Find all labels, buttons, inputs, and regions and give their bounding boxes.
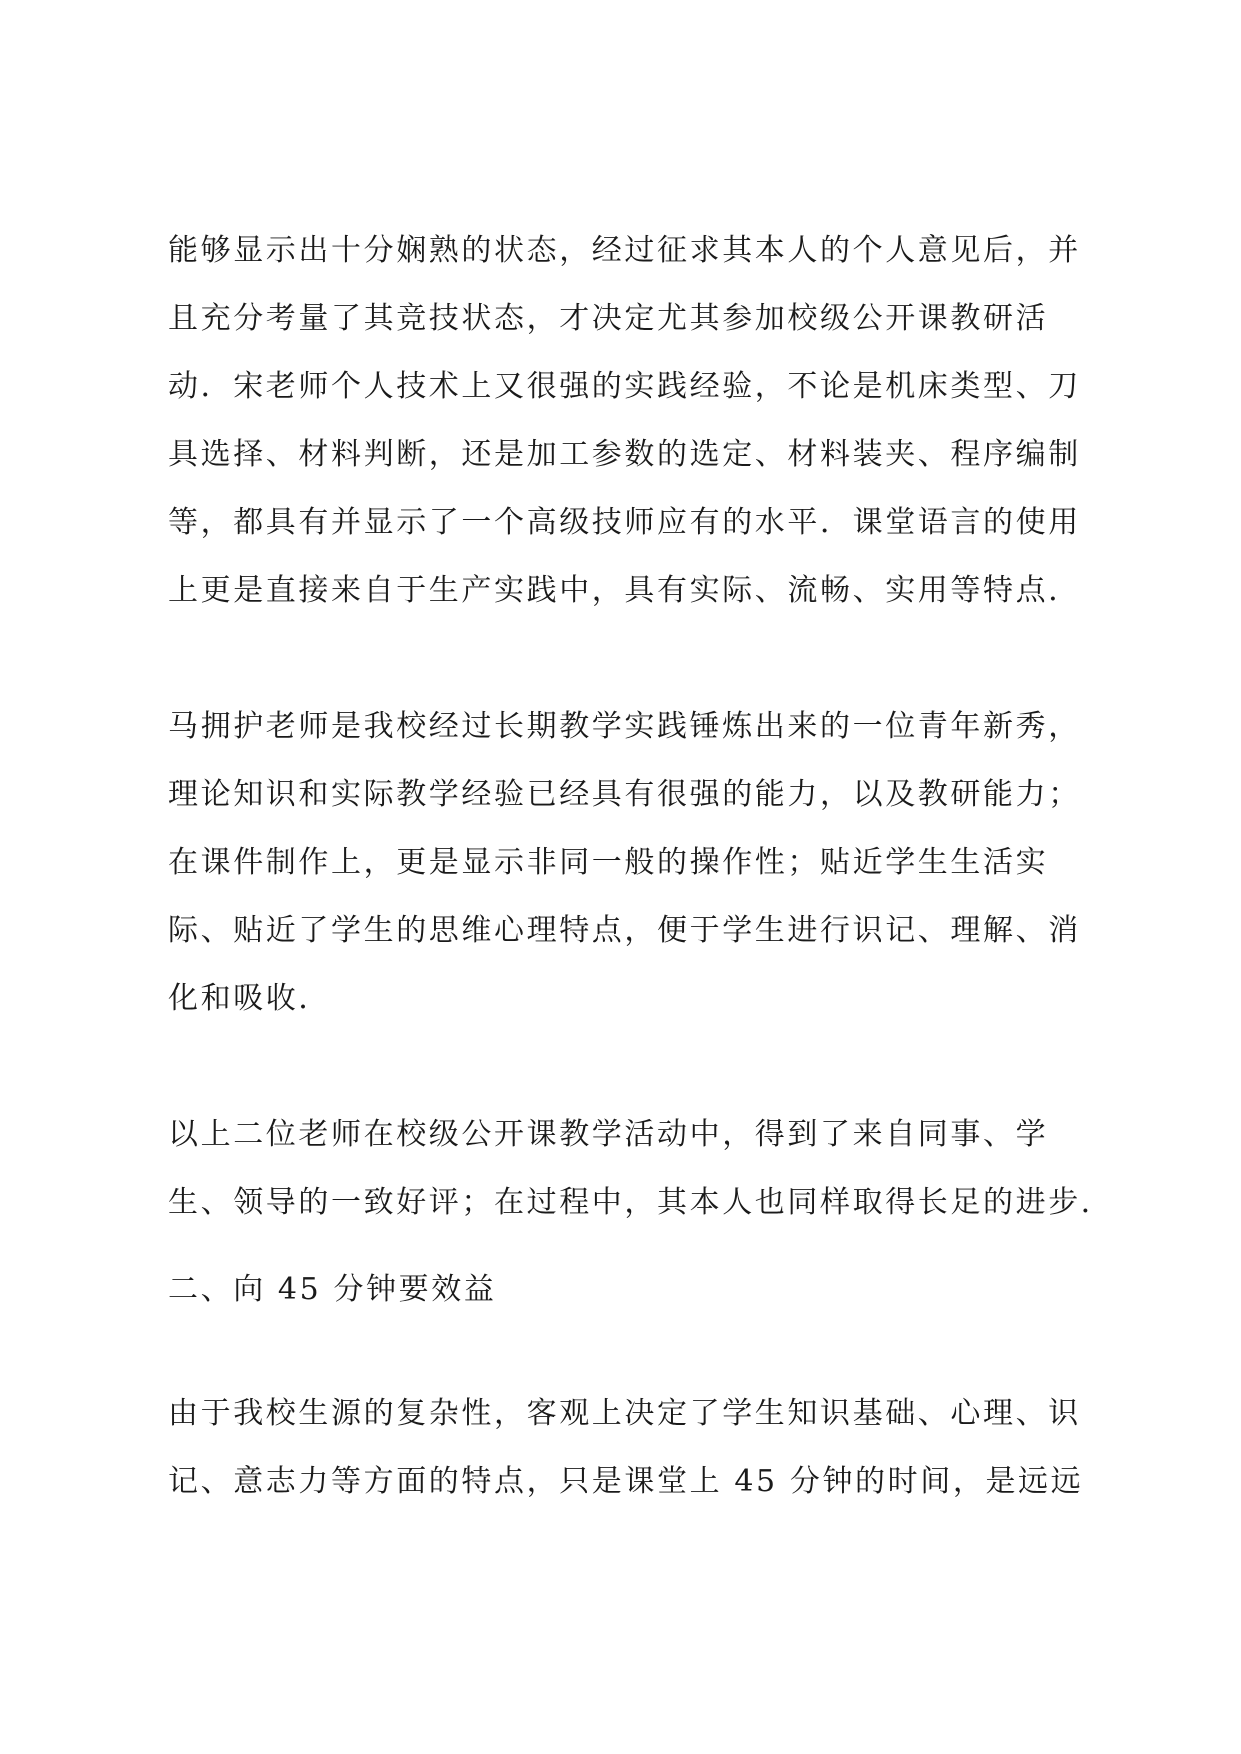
paragraph-2-line-1: 马拥护老师是我校经过长期教学实践锤炼出来的一位青年新秀， <box>168 709 1081 744</box>
paragraph-5-line-1: 由于我校生源的复杂性，客观上决定了学生知识基础、心理、识 <box>168 1396 1081 1431</box>
paragraph-2-line-4: 际、贴近了学生的思维心理特点，便于学生进行识记、理解、消 <box>168 913 1081 948</box>
paragraph-1-line-1: 能够显示出十分娴熟的状态，经过征求其本人的个人意见后，并 <box>168 233 1081 268</box>
paragraph-2-line-5: 化和吸收． <box>168 981 331 1016</box>
paragraph-1-line-6: 上更是直接来自于生产实践中，具有实际、流畅、实用等特点． <box>168 573 1081 608</box>
paragraph-2-line-2: 理论知识和实际教学经验已经具有很强的能力，以及教研能力； <box>168 777 1081 812</box>
paragraph-1-line-3: 动．宋老师个人技术上又很强的实践经验，不论是机床类型、刀 <box>168 369 1081 404</box>
paragraph-5-line-2: 记、意志力等方面的特点，只是课堂上 45 分钟的时间，是远远 <box>168 1464 1084 1499</box>
paragraph-1-line-4: 具选择、材料判断，还是加工参数的选定、材料装夹、程序编制 <box>168 437 1081 472</box>
paragraph-1-line-2: 且充分考量了其竞技状态，才决定尤其参加校级公开课教研活 <box>168 301 1049 336</box>
paragraph-3-line-1: 以上二位老师在校级公开课教学活动中，得到了来自同事、学 <box>168 1117 1049 1152</box>
paragraph-2-line-3: 在课件制作上，更是显示非同一般的操作性；贴近学生生活实 <box>168 845 1049 880</box>
paragraph-3-line-2: 生、领导的一致好评；在过程中，其本人也同样取得长足的进步． <box>168 1185 1114 1220</box>
paragraph-1-line-5: 等，都具有并显示了一个高级技师应有的水平．课堂语言的使用 <box>168 505 1081 540</box>
section-heading: 二、向 45 分钟要效益 <box>168 1272 497 1307</box>
